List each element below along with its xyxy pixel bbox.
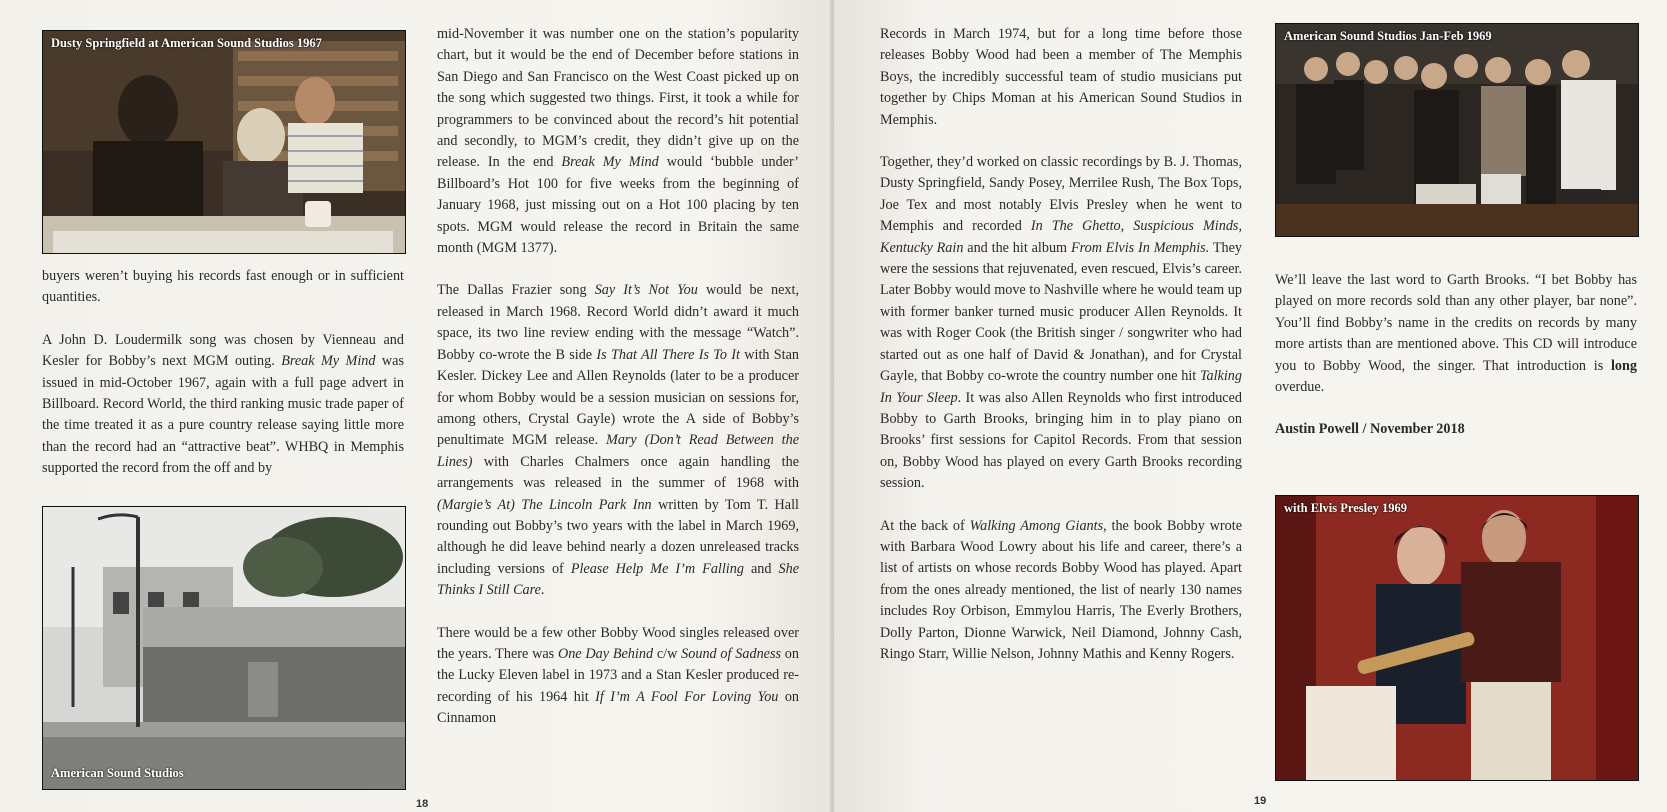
text-span: and (743, 560, 779, 577)
photo-studio-group (1275, 23, 1639, 237)
song-title: If I’m A Fool For Loving You (595, 688, 779, 705)
text-span: , the book Bobby wrote with Barbara Wood Lowry about his life and career, there’s a list of artists on whose records Bobby Wood has played. Apart from the ones already mentioned, the list of nearly 130 names includes Roy Orbison, Emmylou Harris, The Everly Brothers, Dolly Parton, Dionne Warwick, Neil Diamond, Johnny Cash, Ringo Starr, Willie Nelson, Johnny Mathis and Kenny Rogers. (880, 517, 1242, 662)
song-title: Talking In Your Sleep (880, 368, 1242, 406)
album-title: From Elvis In Memphis. (1070, 239, 1210, 256)
song-title: (Margie’s At) The Lincoln Park Inn (437, 496, 652, 513)
author-byline: Austin Powell / November 2018 (1275, 421, 1465, 438)
left-column-1 (42, 266, 404, 501)
photo-american-sound-studios (42, 506, 406, 790)
text-span: c/w (653, 645, 682, 662)
text-span: would ‘bubble under’ Billboard’s Hot 100 for five weeks from the beginning of January 1968, just missing out on a Hot 100 placing by ten spots. MGM would release the record in Britain the same month (MGM 1377). (437, 154, 799, 257)
page-18 (0, 0, 833, 812)
photo-studio-exterior-image (43, 507, 405, 789)
text-span: Together, they’d worked on classic recordings by B. J. Thomas, Dusty Springfield, Sandy Posey, Merrilee Rush, The Box Tops, Joe Tex and most notably Elvis Presley when he went to Memphis and recorded (880, 154, 1242, 235)
text-span: There would be a few other Bobby Wood singles released over the years. There was (437, 624, 799, 662)
paragraph (880, 516, 1242, 666)
text-span: written by Tom T. Hall rounding out Bobby’s two years with the label in March 1969, although he did leave behind nearly a dozen unreleased tracks including versions of (437, 496, 799, 577)
song-title: Is That All There Is To It (596, 346, 740, 363)
paragraph: Records in March 1974, but for a long time before those releases Bobby Wood had been a member of The Memphis Boys, the incredibly successful team of studio musicians put together by Chips Moman at his American Sound Studios in Memphis. (880, 26, 1242, 128)
song-title: Break My Mind (561, 154, 659, 171)
paragraph (880, 152, 1242, 495)
photo-dusty-springfield (42, 30, 406, 254)
song-title: Break My Mind (281, 353, 376, 370)
photo-caption: Dusty Springfield at American Sound Studios 1967 (51, 36, 322, 50)
photo-with-elvis-image (1276, 496, 1638, 780)
right-column-2 (1275, 270, 1637, 462)
paragraph (437, 623, 799, 730)
right-column-1 (880, 24, 1242, 686)
left-column-2 (437, 24, 799, 751)
text-span: with Stan Kesler. Dickey Lee and Allen Reynolds (later to be a producer for whom Bobby would be a session musician on sessions for, among others, Crystal Gayle) wrote the A side of Bobby’s penultimate MGM release. (437, 346, 800, 449)
paragraph (42, 330, 404, 480)
paragraph (437, 24, 799, 259)
song-title: Please Help Me I’m Falling (570, 560, 744, 577)
text-span: and the hit album (963, 239, 1071, 256)
page-19 (834, 0, 1667, 812)
song-title: Say It’s Not You (594, 282, 698, 299)
photo-caption: American Sound Studios (51, 766, 184, 780)
text-span: with Charles Chalmers once again handling the arrangements was released in the summer of 1968 with (437, 453, 799, 492)
song-title: Mary (Don’t Read Between the Lines) (437, 432, 800, 470)
photo-dusty-springfield-image (43, 31, 405, 253)
text-span: mid-November it was number one on the station’s popularity chart, but it would be the end of December before stations in San Diego and San Francisco on the West Coast picked up on the song which suggested two things. First, it took a while for programmers to be convinced about the record’s hit potential and secondly, to MGM’s credit, they didn’t give up on the release. In the end (437, 26, 799, 171)
photo-caption: with Elvis Presley 1969 (1284, 501, 1408, 515)
photo-studio-group-image (1276, 24, 1638, 236)
text-span: A John D. Loudermilk song was chosen by Vienneau and Kesler for Bobby’s next MGM outing. (42, 331, 404, 370)
text-span: At the back of (880, 517, 970, 534)
page-number: 18 (416, 798, 429, 810)
book-title: Walking Among Giants (969, 517, 1104, 534)
text-span: They were the sessions that rejuvenated, even rescued, Elvis’s career. Later Bobby would move to Nashville where he would team up with former banker turned music producer Allen Reynolds. It was with Roger Cook (the British singer / songwriter who had started out as one half of David & Jonathan), and for Crystal Gayle, that Bobby co-wrote the country number one hit (880, 239, 1242, 385)
song-title: Sound of Sadness (681, 645, 781, 662)
text-span: . (540, 582, 545, 599)
emphasis: long (1610, 357, 1637, 374)
photo-caption: American Sound Studios Jan-Feb 1969 (1284, 29, 1492, 43)
text-span: overdue. (1275, 379, 1325, 396)
byline (1275, 419, 1637, 440)
text-span: The Dallas Frazier song (437, 282, 595, 299)
text-span: would be next, released in March 1968. Record World didn’t award it much space, its two line review ending with the message “Watch”. Bobby co-wrote the B side (437, 282, 800, 363)
paragraph (437, 280, 799, 601)
paragraph (1275, 270, 1637, 398)
page-number: 19 (1254, 795, 1267, 807)
song-title: She Thinks I Still Care (437, 560, 799, 599)
song-title: One Day Behind (557, 645, 654, 662)
text-span: . It was also Allen Reynolds who first introduced Bobby to Garth Brooks, bringing him in to play piano on Brooks’ first sessions for Capitol Records. From that session on, Bobby Wood has played on every Garth Brooks recording session. (880, 389, 1242, 492)
text-span: We’ll leave the last word to Garth Brooks. “I bet Bobby has played on more records sold than any other player, bar none”. You’ll find Bobby’s name in the credits on records by many more artists than are mentioned above. This CD will introduce you to Bobby Wood, the singer. That introduction is (1275, 272, 1637, 374)
photo-with-elvis (1275, 495, 1639, 781)
text-span: was issued in mid-October 1967, again with a full page advert in Billboard. Record World, the third ranking music trade paper of the time treated it as a pure country release saying little more than the record had an “attractive beat”. WHBQ in Memphis supported the record from the off and by (42, 353, 404, 477)
paragraph: buyers weren’t buying his records fast enough or in sufficient quantities. (42, 268, 404, 306)
song-title: In The Ghetto, Suspicious Minds, Kentucky Rain (880, 218, 1242, 256)
text-span: on the Lucky Eleven label in 1973 and a Stan Kesler produced re-recording of his 1964 hit (437, 645, 799, 705)
text-span: on Cinnamon (437, 688, 800, 727)
